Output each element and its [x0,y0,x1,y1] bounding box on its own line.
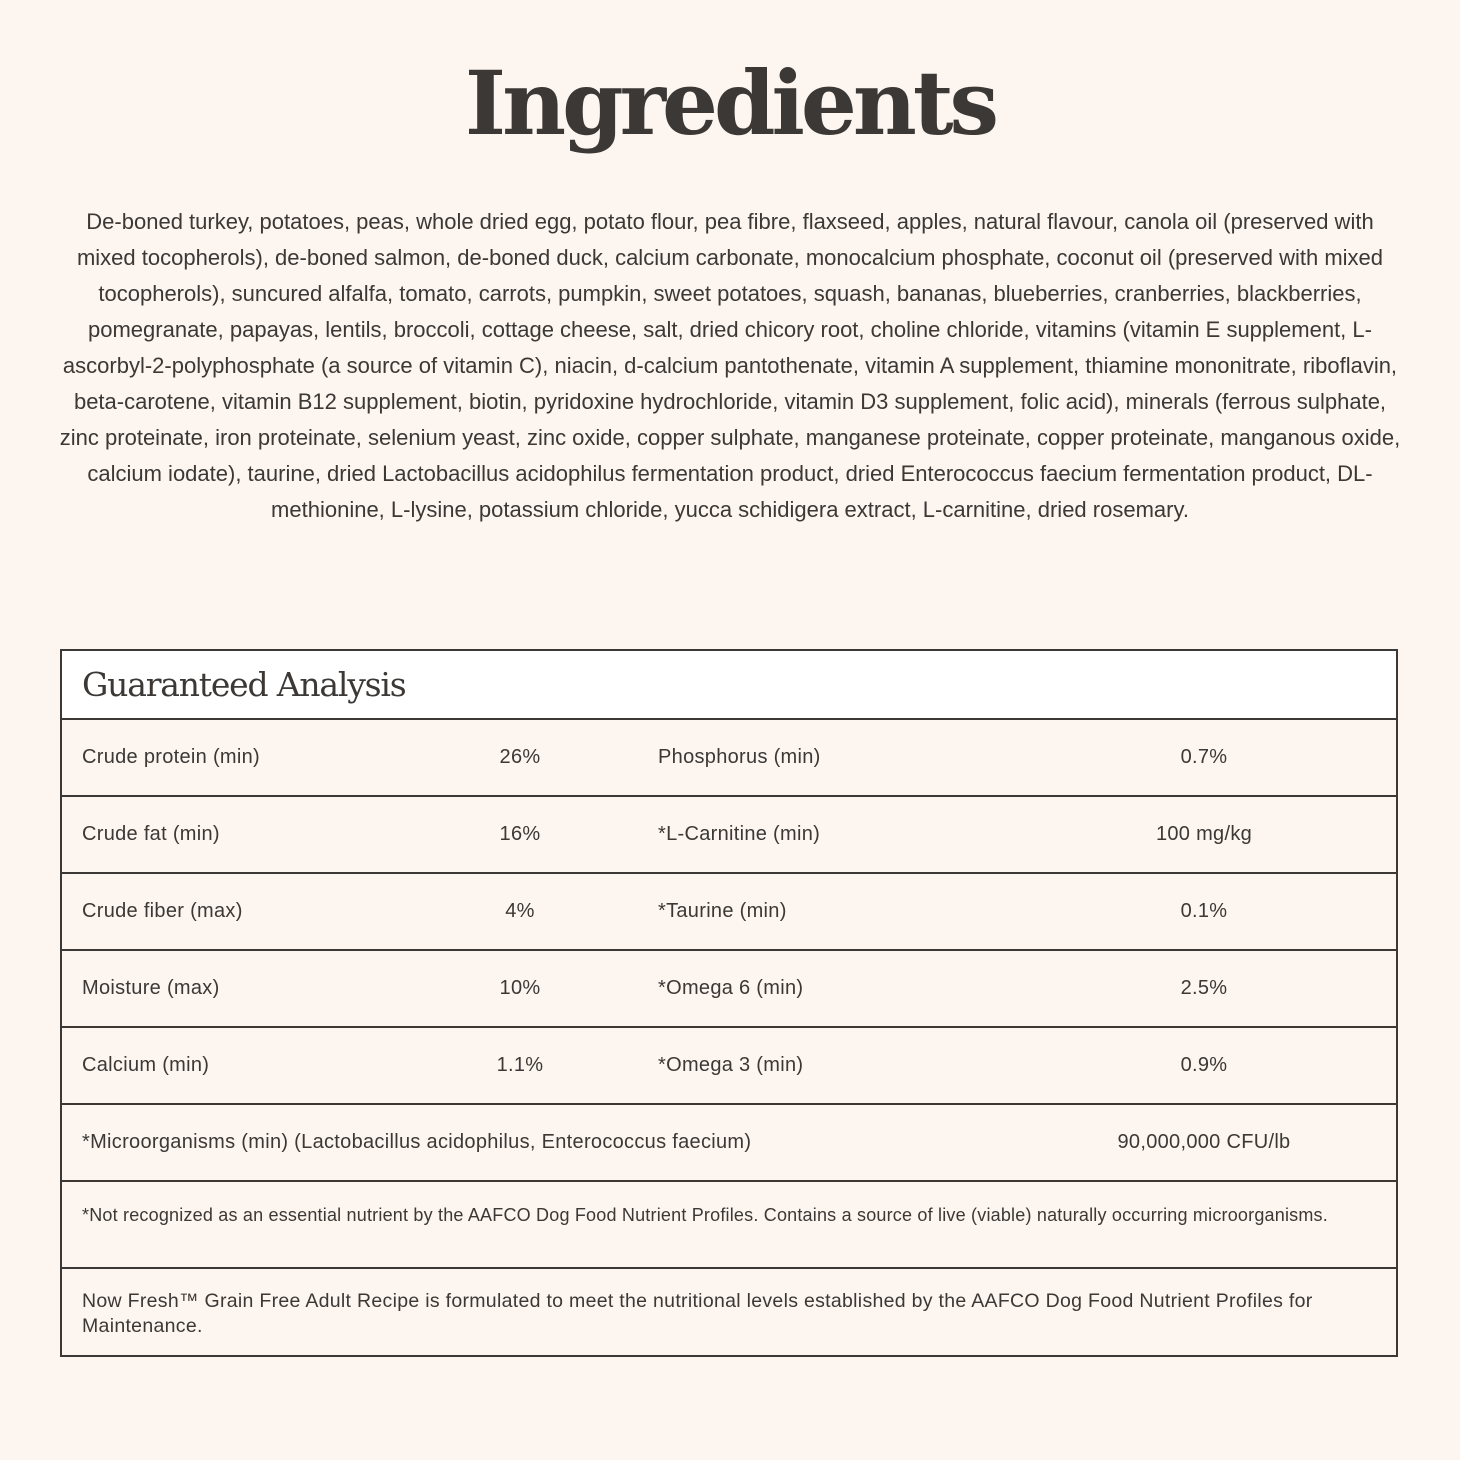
footnote: *Not recognized as an essential nutrient by the AAFCO Dog Food Nutrient Profiles. Contains a source of live (viable) naturally occurring microorganisms. [62,1182,1396,1269]
nutrient-name: Moisture (max) [82,977,220,999]
nutrient-value: 4% [505,900,535,922]
nutrient-name: Crude fiber (max) [82,900,243,922]
nutrient-value: 26% [499,746,541,768]
guaranteed-analysis-table [60,649,1398,1357]
nutrient-value: 2.5% [1180,977,1228,999]
table-row [62,720,1396,797]
ingredients-list: De-boned turkey, potatoes, peas, whole dried egg, potato flour, pea fibre, flaxseed, apples, natural flavour, canola oil (preserved with mixed tocopherols), de-boned salmon, de-boned duck, calcium carbonate, monocalcium phosphate, coconut oil (preserved with mixed tocopherols), suncured alfalfa, tomato, carrots, pumpkin, sweet potatoes, squash, bananas, blueberries, cranberries, blackberries, pomegranate, papayas, lentils, broccoli, cottage cheese, salt, dried chicory root, choline chloride, vitamins (vitamin E supplement, L-ascorbyl-2-polyphosphate (a source of vitamin C), niacin, d-calcium pantothenate, vitamin A supplement, thiamine mononitrate, riboflavin, beta-carotene, vitamin B12 supplement, biotin, pyridoxine hydrochloride, vitamin D3 supplement, folic acid), minerals (ferrous sulphate, zinc proteinate, iron proteinate, selenium yeast, zinc oxide, copper sulphate, manganese proteinate, copper proteinate, manganous oxide, calcium iodate), taurine, dried Lactobacillus acidophilus fermentation product, dried Enterococcus faecium fermentation product, DL-methionine, L-lysine, potassium chloride, yucca schidigera extract, L-carnitine, dried rosemary. [59,209,1401,522]
microorganisms-row [62,1105,1396,1182]
nutrient-name: *Omega 3 (min) [658,1054,804,1076]
table-row [62,797,1396,874]
nutrient-name: Calcium (min) [82,1054,210,1076]
nutrient-value: 16% [499,823,541,845]
table-row [62,874,1396,951]
aafco-statement: Now Fresh™ Grain Free Adult Recipe is formulated to meet the nutritional levels established by the AAFCO Dog Food Nutrient Profiles for Maintenance. [82,1290,1313,1337]
nutrient-name: Crude protein (min) [82,746,260,768]
nutrient-value: 0.9% [1180,1054,1228,1076]
nutrient-name: Crude fat (min) [82,823,220,845]
nutrient-name: *Taurine (min) [658,900,787,922]
nutrient-name: *L-Carnitine (min) [658,823,821,845]
microorganisms-name: *Microorganisms (min) (Lactobacillus acidophilus, Enterococcus faecium) [82,1131,752,1153]
nutrient-name: *Omega 6 (min) [658,977,804,999]
page-title: Ingredients [464,51,996,155]
analysis-title: Guaranteed Analysis [82,665,406,704]
nutrient-name: Phosphorus (min) [658,746,821,768]
table-row [62,951,1396,1028]
nutrient-value: 10% [499,977,541,999]
nutrient-value: 1.1% [496,1054,544,1076]
analysis-header [62,651,1396,720]
microorganisms-value: 90,000,000 CFU/lb [1117,1131,1291,1153]
table-row [62,1028,1396,1105]
nutrient-value: 0.7% [1180,746,1228,768]
nutrient-value: 0.1% [1180,900,1228,922]
nutrient-value: 100 mg/kg [1155,823,1253,845]
